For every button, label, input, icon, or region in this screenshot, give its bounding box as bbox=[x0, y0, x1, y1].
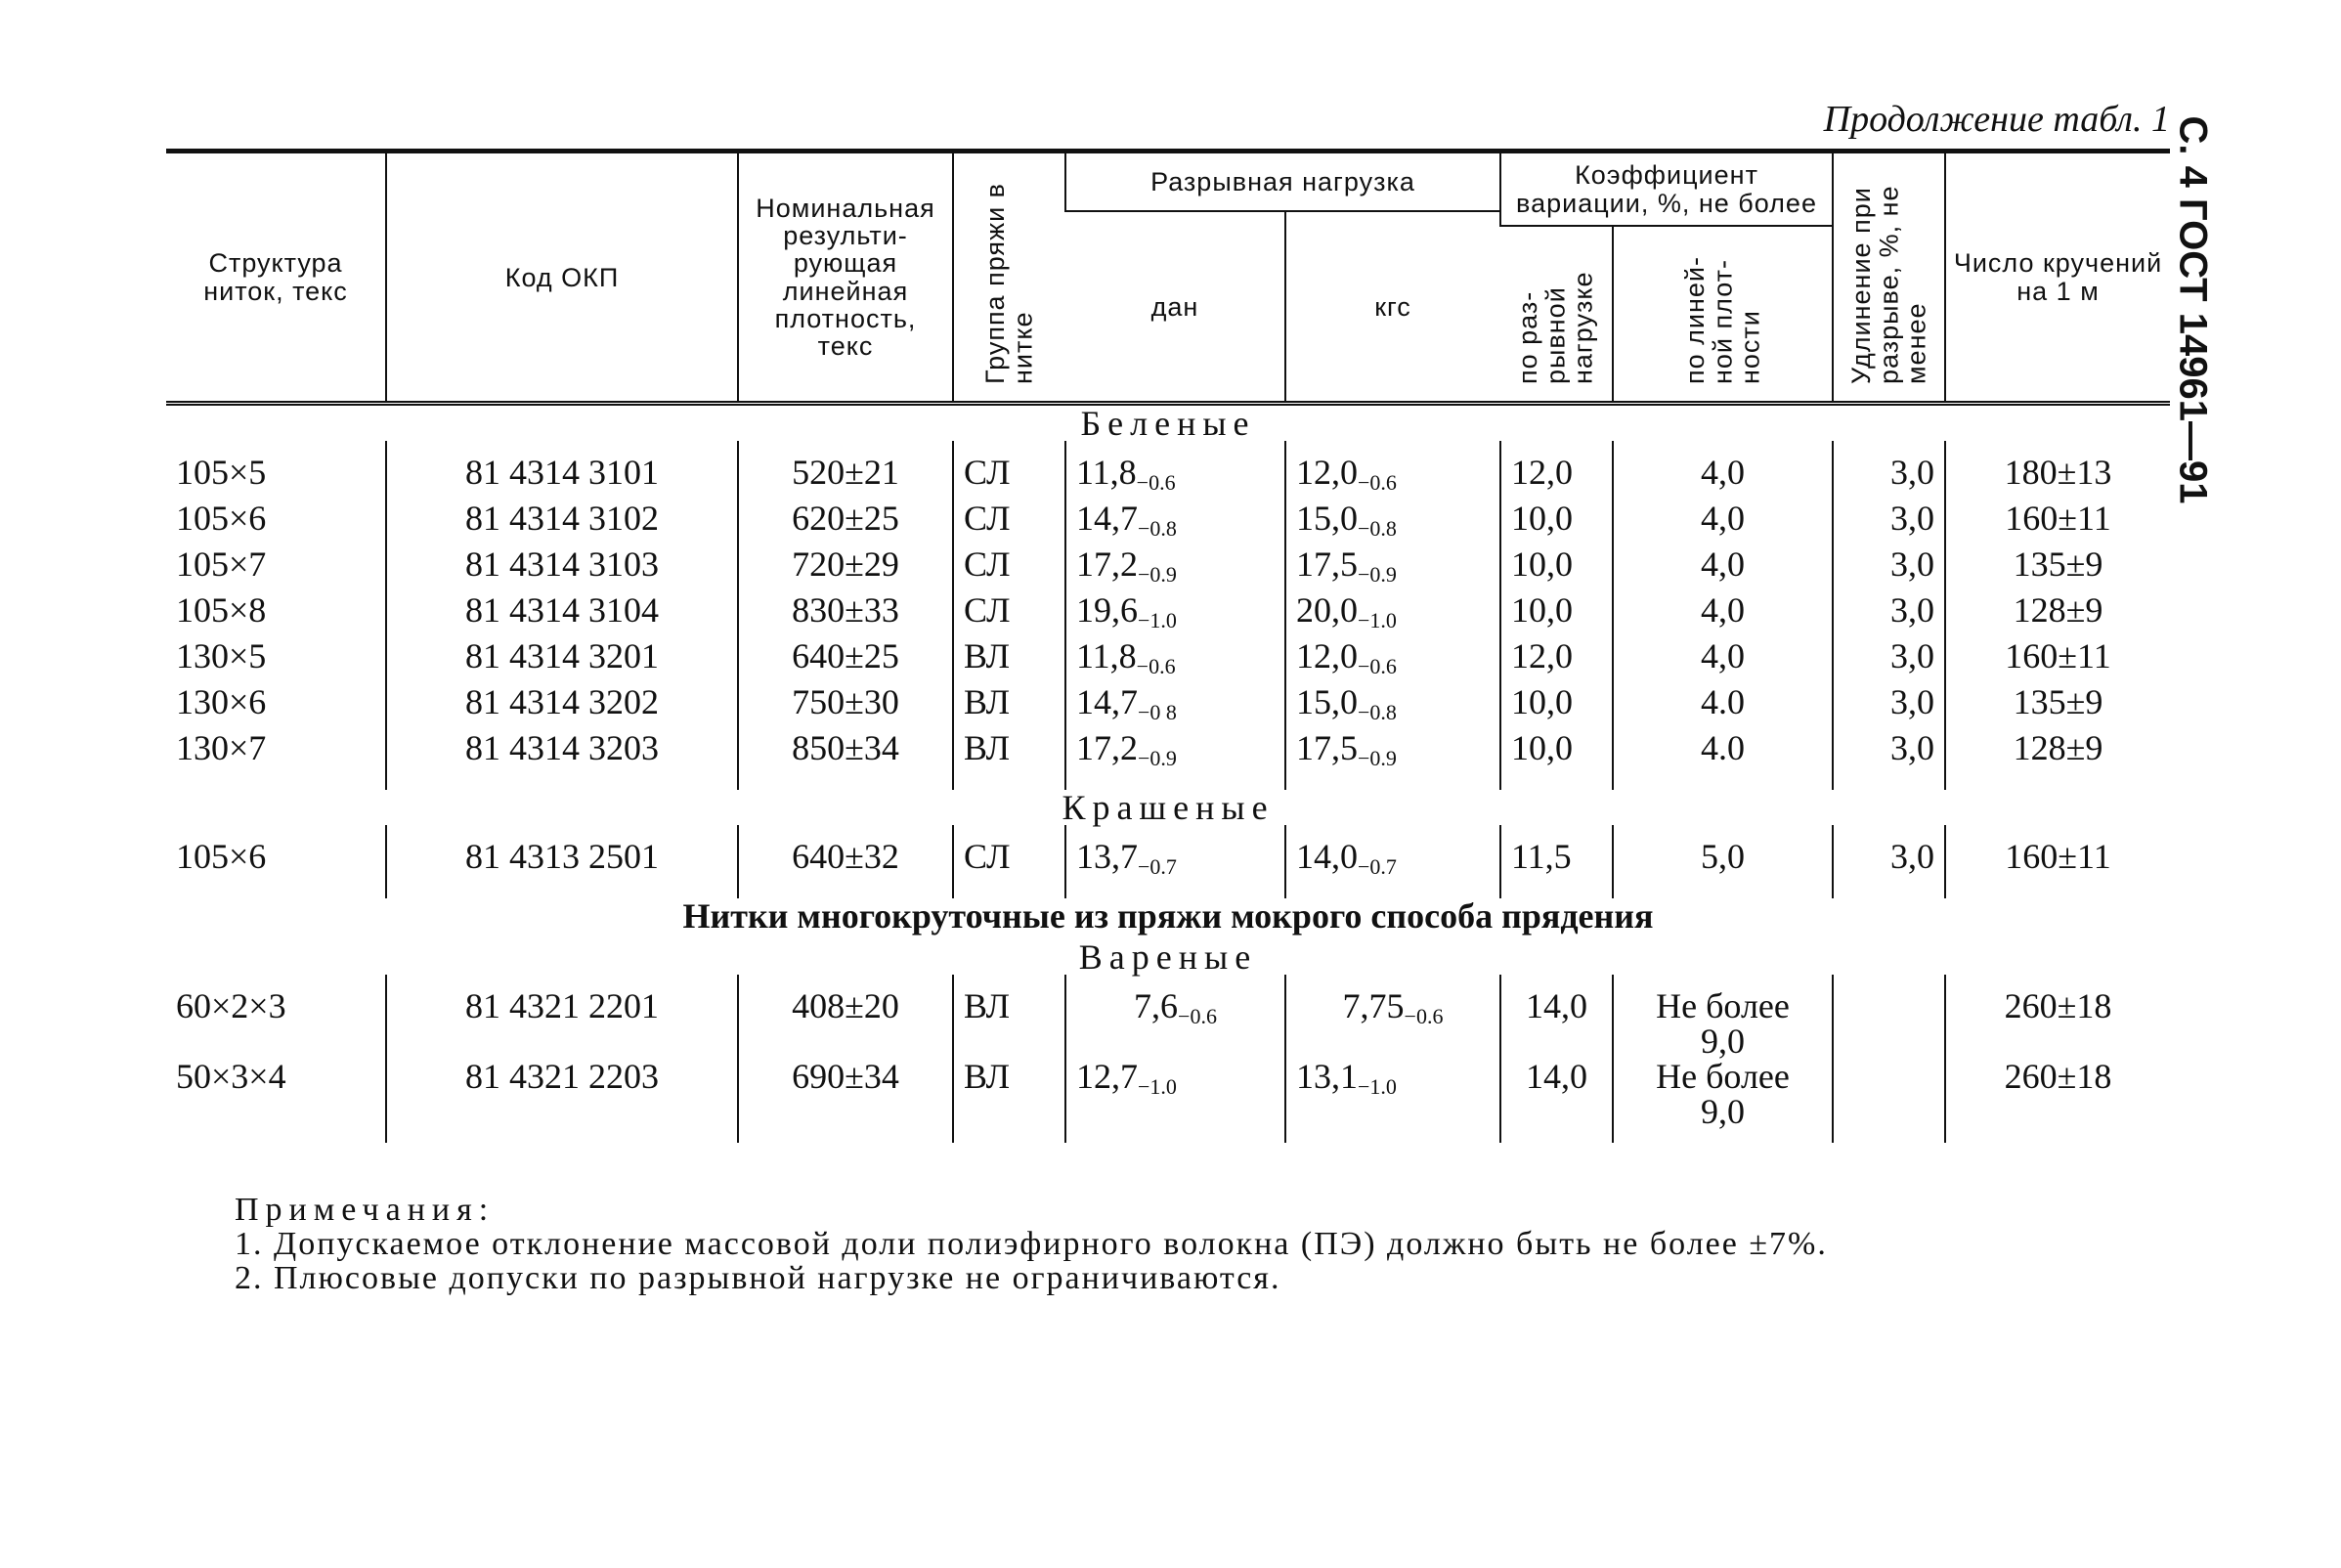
header-group-text: Группа пряжи в нитке bbox=[980, 182, 1038, 384]
cell-structure: 130×5 bbox=[176, 636, 267, 676]
cell-kgs bbox=[1285, 441, 1500, 501]
notes bbox=[235, 1193, 1828, 1295]
kgs-value: 7,75 bbox=[1342, 986, 1405, 1026]
cell-density: 408±20 bbox=[738, 975, 953, 1059]
kgs-value: 12,0 bbox=[1296, 636, 1358, 676]
cell-dan bbox=[1065, 441, 1285, 501]
kgs-tolerance: −0.7 bbox=[1358, 854, 1397, 880]
kgs-value: 15,0 bbox=[1296, 499, 1358, 539]
dan-tolerance: −1.0 bbox=[1138, 608, 1177, 633]
cell-var-density: 4,0 bbox=[1613, 501, 1833, 546]
cell-twists: 160±11 bbox=[1945, 638, 2170, 684]
cell-var-density: 4.0 bbox=[1613, 730, 1833, 790]
cell-var-load: 12,0 bbox=[1500, 638, 1613, 684]
kgs-value: 14,0 bbox=[1296, 837, 1358, 877]
cell-kgs bbox=[1285, 546, 1500, 592]
cell-twists: 128±9 bbox=[1945, 592, 2170, 638]
cell-twists: 180±13 bbox=[1945, 441, 2170, 501]
cell-group: СЛ bbox=[953, 441, 1065, 501]
section-subtitle: Вареные bbox=[1078, 937, 1258, 978]
kgs-value: 17,5 bbox=[1296, 728, 1358, 768]
header-var-density-text: по линей-ной плот-ности bbox=[1679, 256, 1765, 384]
cell-okp: 81 4314 3104 bbox=[386, 592, 738, 638]
cell-var-load: 10,0 bbox=[1500, 546, 1613, 592]
cell-var-density: 4.0 bbox=[1613, 684, 1833, 730]
cell-structure: 105×7 bbox=[176, 544, 267, 585]
cell-okp: 81 4314 3103 bbox=[386, 546, 738, 592]
table-row bbox=[166, 638, 2170, 684]
cell-structure: 105×6 bbox=[176, 499, 267, 539]
dan-value: 19,6 bbox=[1076, 590, 1138, 631]
header-breaking: Разрывная нагрузка bbox=[1065, 152, 1500, 212]
cell-twists: 135±9 bbox=[1945, 684, 2170, 730]
dan-value: 14,7 bbox=[1076, 682, 1138, 722]
cell-elongation: 3,0 bbox=[1833, 825, 1945, 898]
cell-dan bbox=[1065, 501, 1285, 546]
dan-tolerance: −0.9 bbox=[1138, 746, 1177, 771]
cell-elongation bbox=[1833, 975, 1945, 1059]
cell-group: СЛ bbox=[953, 825, 1065, 898]
header-twists: Число кручений на 1 м bbox=[1945, 152, 2170, 404]
dan-value: 11,8 bbox=[1076, 636, 1137, 676]
cell-structure: 60×2×3 bbox=[176, 986, 286, 1026]
side-header-text: С. 4 ГОСТ 14961—91 bbox=[2171, 115, 2215, 504]
kgs-tolerance: −0.8 bbox=[1358, 700, 1397, 725]
table-body bbox=[166, 404, 2170, 1144]
kgs-value: 20,0 bbox=[1296, 590, 1358, 631]
cell-density: 850±34 bbox=[738, 730, 953, 790]
dan-tolerance: −0 8 bbox=[1138, 700, 1177, 725]
cell-twists: 160±11 bbox=[1945, 501, 2170, 546]
kgs-tolerance: −0.8 bbox=[1358, 516, 1397, 542]
kgs-tolerance: −0.9 bbox=[1358, 562, 1397, 588]
cell-okp: 81 4314 3201 bbox=[386, 638, 738, 684]
cell-var-density: 5,0 bbox=[1613, 825, 1833, 898]
header-var-load bbox=[1500, 226, 1613, 404]
cell-var-load: 10,0 bbox=[1500, 684, 1613, 730]
cell-okp: 81 4314 3203 bbox=[386, 730, 738, 790]
cell-group: ВЛ bbox=[953, 684, 1065, 730]
cell-dan bbox=[1065, 730, 1285, 790]
header-elongation bbox=[1833, 152, 1945, 404]
dan-value: 12,7 bbox=[1076, 1057, 1138, 1097]
cell-okp: 81 4314 3101 bbox=[386, 441, 738, 501]
cell-elongation: 3,0 bbox=[1833, 501, 1945, 546]
cell-density: 830±33 bbox=[738, 592, 953, 638]
header-variation: Коэффициент вариации, %, не более bbox=[1500, 152, 1833, 227]
table-row bbox=[166, 975, 2170, 1059]
header-structure: Структура ниток, текс bbox=[203, 248, 348, 306]
cell-structure: 105×5 bbox=[176, 453, 267, 493]
kgs-tolerance: −0.9 bbox=[1358, 746, 1397, 771]
table-row bbox=[166, 1059, 2170, 1143]
dan-tolerance: −0.8 bbox=[1138, 516, 1177, 542]
cell-group: ВЛ bbox=[953, 1059, 1065, 1143]
dan-value: 17,2 bbox=[1076, 728, 1138, 768]
cell-elongation: 3,0 bbox=[1833, 684, 1945, 730]
dan-value: 11,8 bbox=[1076, 453, 1137, 493]
dan-value: 7,6 bbox=[1134, 986, 1179, 1026]
dan-value: 14,7 bbox=[1076, 499, 1138, 539]
cell-dan bbox=[1065, 975, 1285, 1059]
cell-group: ВЛ bbox=[953, 975, 1065, 1059]
cell-var-density: 4,0 bbox=[1613, 441, 1833, 501]
cell-density: 620±25 bbox=[738, 501, 953, 546]
cell-okp: 81 4321 2201 bbox=[386, 975, 738, 1059]
cell-var-load: 10,0 bbox=[1500, 730, 1613, 790]
header-dan: дан bbox=[1150, 291, 1199, 322]
dan-tolerance: −0.6 bbox=[1178, 1004, 1217, 1029]
cell-group: СЛ bbox=[953, 592, 1065, 638]
header-group bbox=[953, 152, 1065, 404]
cell-density: 640±25 bbox=[738, 638, 953, 684]
table-row bbox=[166, 441, 2170, 501]
cell-structure: 130×6 bbox=[176, 682, 267, 722]
note-item: 2. Плюсовые допуски по разрывной нагрузке не ограничиваются. bbox=[235, 1260, 1281, 1296]
section-title-bold: Нитки многокруточные из пряжи мокрого способа прядения bbox=[682, 896, 1654, 936]
cell-var-load: 14,0 bbox=[1500, 975, 1613, 1059]
cell-twists: 260±18 bbox=[1945, 975, 2170, 1059]
kgs-tolerance: −0.6 bbox=[1404, 1004, 1444, 1029]
cell-twists: 128±9 bbox=[1945, 730, 2170, 790]
cell-elongation: 3,0 bbox=[1833, 638, 1945, 684]
table-header bbox=[166, 152, 2170, 404]
cell-kgs bbox=[1285, 501, 1500, 546]
dan-value: 13,7 bbox=[1076, 837, 1138, 877]
cell-var-load: 12,0 bbox=[1500, 441, 1613, 501]
cell-kgs bbox=[1285, 592, 1500, 638]
cell-kgs bbox=[1285, 684, 1500, 730]
cell-kgs bbox=[1285, 730, 1500, 790]
cell-okp: 81 4321 2203 bbox=[386, 1059, 738, 1143]
cell-okp: 81 4313 2501 bbox=[386, 825, 738, 898]
cell-elongation: 3,0 bbox=[1833, 441, 1945, 501]
header-okp: Код ОКП bbox=[386, 152, 738, 404]
cell-twists: 135±9 bbox=[1945, 546, 2170, 592]
cell-group: ВЛ bbox=[953, 730, 1065, 790]
cell-elongation: 3,0 bbox=[1833, 592, 1945, 638]
kgs-tolerance: −1.0 bbox=[1358, 1074, 1397, 1100]
dan-tolerance: −0.6 bbox=[1136, 470, 1176, 496]
cell-density: 640±32 bbox=[738, 825, 953, 898]
cell-structure: 105×6 bbox=[176, 837, 267, 877]
table-row bbox=[166, 501, 2170, 546]
cell-density: 750±30 bbox=[738, 684, 953, 730]
dan-value: 17,2 bbox=[1076, 544, 1138, 585]
header-var-load-text: по раз-рывной нагрузке bbox=[1513, 271, 1599, 384]
page-side-header bbox=[2163, 109, 2222, 510]
cell-density: 690±34 bbox=[738, 1059, 953, 1143]
cell-dan bbox=[1065, 684, 1285, 730]
dan-tolerance: −0.9 bbox=[1138, 562, 1177, 588]
cell-dan bbox=[1065, 546, 1285, 592]
cell-elongation: 3,0 bbox=[1833, 730, 1945, 790]
cell-elongation: 3,0 bbox=[1833, 546, 1945, 592]
cell-twists: 260±18 bbox=[1945, 1059, 2170, 1143]
cell-var-load: 14,0 bbox=[1500, 1059, 1613, 1143]
cell-twists: 160±11 bbox=[1945, 825, 2170, 898]
table-row bbox=[166, 546, 2170, 592]
cell-group: СЛ bbox=[953, 546, 1065, 592]
cell-kgs bbox=[1285, 825, 1500, 898]
cell-kgs bbox=[1285, 1059, 1500, 1143]
cell-elongation bbox=[1833, 1059, 1945, 1143]
cell-group: ВЛ bbox=[953, 638, 1065, 684]
cell-structure: 50×3×4 bbox=[176, 1057, 286, 1097]
cell-kgs bbox=[1285, 638, 1500, 684]
table-row bbox=[166, 684, 2170, 730]
dan-tolerance: −0.6 bbox=[1136, 654, 1176, 679]
cell-group: СЛ bbox=[953, 501, 1065, 546]
cell-okp: 81 4314 3102 bbox=[386, 501, 738, 546]
cell-dan bbox=[1065, 638, 1285, 684]
kgs-value: 13,1 bbox=[1296, 1057, 1358, 1097]
kgs-tolerance: −0.6 bbox=[1358, 470, 1397, 496]
cell-dan bbox=[1065, 825, 1285, 898]
header-kgs: кгс bbox=[1285, 211, 1500, 404]
cell-var-load: 11,5 bbox=[1500, 825, 1613, 898]
kgs-value: 15,0 bbox=[1296, 682, 1358, 722]
table-row bbox=[166, 730, 2170, 790]
cell-var-density: Не более 9,0 bbox=[1613, 975, 1833, 1059]
header-var-density bbox=[1613, 226, 1833, 404]
cell-var-density: 4,0 bbox=[1613, 638, 1833, 684]
cell-okp: 81 4314 3202 bbox=[386, 684, 738, 730]
cell-kgs bbox=[1285, 975, 1500, 1059]
cell-dan bbox=[1065, 1059, 1285, 1143]
kgs-tolerance: −0.6 bbox=[1358, 654, 1397, 679]
cell-var-load: 10,0 bbox=[1500, 592, 1613, 638]
dan-tolerance: −1.0 bbox=[1138, 1074, 1177, 1100]
cell-density: 720±29 bbox=[738, 546, 953, 592]
kgs-value: 17,5 bbox=[1296, 544, 1358, 585]
table-row bbox=[166, 592, 2170, 638]
spec-table bbox=[166, 149, 2170, 1143]
cell-dan bbox=[1065, 592, 1285, 638]
cell-var-density: 4,0 bbox=[1613, 592, 1833, 638]
cell-var-load: 10,0 bbox=[1500, 501, 1613, 546]
kgs-value: 12,0 bbox=[1296, 453, 1358, 493]
cell-structure: 105×8 bbox=[176, 590, 267, 631]
section-title: Крашеные bbox=[1062, 788, 1275, 828]
note-item: 1. Допускаемое отклонение массовой доли полиэфирного волокна (ПЭ) должно быть не более ±7%. bbox=[235, 1226, 1828, 1262]
section-title: Беленые bbox=[1080, 404, 1256, 444]
continuation-label: Продолжение табл. 1 bbox=[1823, 99, 2170, 140]
cell-var-density: Не более 9,0 bbox=[1613, 1059, 1833, 1143]
dan-tolerance: −0.7 bbox=[1138, 854, 1177, 880]
notes-title: Примечания: bbox=[235, 1192, 496, 1228]
cell-var-density: 4,0 bbox=[1613, 546, 1833, 592]
kgs-tolerance: −1.0 bbox=[1358, 608, 1397, 633]
cell-density: 520±21 bbox=[738, 441, 953, 501]
table-row bbox=[166, 825, 2170, 898]
header-elongation-text: Удлинение при разрыве, %, не менее bbox=[1846, 185, 1931, 384]
header-density: Номинальная результи-рующая линейная плотность, текс bbox=[738, 152, 953, 404]
cell-structure: 130×7 bbox=[176, 728, 267, 768]
